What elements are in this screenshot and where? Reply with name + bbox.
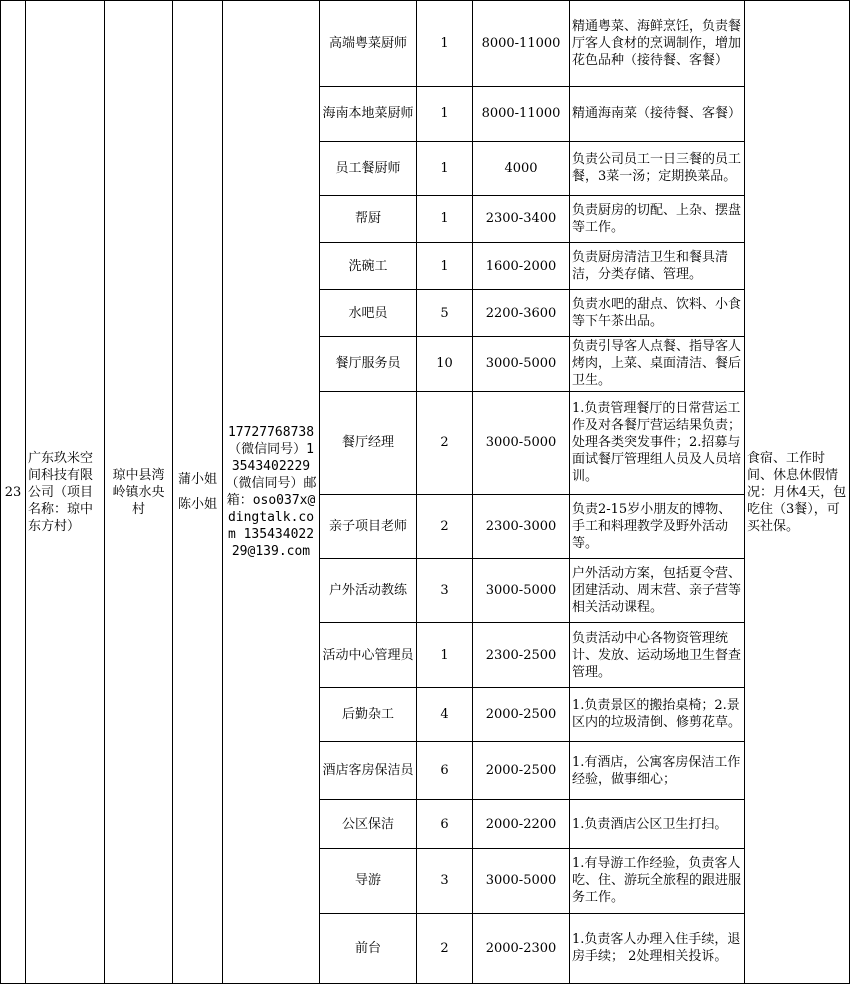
job-title-cell: 导游 [320, 849, 417, 913]
job-description-cell: 负责公司员工一日三餐的员工餐，3菜一汤；定期换菜品。 [570, 141, 745, 195]
job-title-cell: 活动中心管理员 [320, 623, 417, 687]
job-count-cell: 4 [417, 687, 473, 741]
job-description-cell: 户外活动方案，包括夏令营、团建活动、周末营、亲子营等相关活动课程。 [570, 559, 745, 623]
job-description-cell: 负责厨房的切配、上杂、摆盘等工作。 [570, 195, 745, 242]
job-title-cell: 前台 [320, 913, 417, 983]
job-title-cell: 帮厨 [320, 195, 417, 242]
job-count-cell: 10 [417, 337, 473, 391]
job-description-cell: 1.有导游工作经验，负责客人吃、住、游玩全旅程的跟进服务工作。 [570, 849, 745, 913]
job-title-cell: 公区保洁 [320, 800, 417, 849]
job-salary-cell: 8000-11000 [473, 1, 570, 87]
job-title-cell: 后勤杂工 [320, 687, 417, 741]
job-description-cell: 负责活动中心各物资管理统计、发放、运动场地卫生督查管理。 [570, 623, 745, 687]
job-salary-cell: 3000-5000 [473, 337, 570, 391]
job-count-cell: 6 [417, 741, 473, 799]
job-description-cell: 1.负责景区的搬抬桌椅；2.景区内的垃圾清倒、修剪花草。 [570, 687, 745, 741]
job-salary-cell: 2000-2500 [473, 687, 570, 741]
job-description-cell: 1.负责客人办理入住手续，退房手续； 2处理相关投诉。 [570, 913, 745, 983]
work-location-cell: 琼中县湾岭镇水央村 [105, 1, 173, 984]
job-count-cell: 2 [417, 391, 473, 494]
job-salary-cell: 3000-5000 [473, 559, 570, 623]
job-salary-cell: 1600-2000 [473, 242, 570, 289]
job-salary-cell: 2000-2200 [473, 800, 570, 849]
job-salary-cell: 4000 [473, 141, 570, 195]
job-title-cell: 亲子项目老师 [320, 494, 417, 558]
job-description-cell: 负责水吧的甜点、饮料、小食等下午茶出品。 [570, 290, 745, 337]
job-title-cell: 餐厅经理 [320, 391, 417, 494]
job-title-cell: 高端粤菜厨师 [320, 1, 417, 87]
job-salary-cell: 8000-11000 [473, 87, 570, 141]
job-description-cell: 负责2-15岁小朋友的博物、手工和料理教学及野外活动等。 [570, 494, 745, 558]
job-count-cell: 1 [417, 87, 473, 141]
job-count-cell: 1 [417, 242, 473, 289]
job-count-cell: 6 [417, 800, 473, 849]
job-count-cell: 1 [417, 1, 473, 87]
job-salary-cell: 2200-3600 [473, 290, 570, 337]
job-title-cell: 海南本地菜厨师 [320, 87, 417, 141]
job-salary-cell: 2000-2300 [473, 913, 570, 983]
job-title-cell: 水吧员 [320, 290, 417, 337]
job-salary-cell: 3000-5000 [473, 849, 570, 913]
job-count-cell: 1 [417, 141, 473, 195]
job-description-cell: 精通海南菜（接待餐、客餐） [570, 87, 745, 141]
job-title-cell: 洗碗工 [320, 242, 417, 289]
contact-info-cell: 17727768738（微信同号）13543402229（微信同号）邮箱：oso037x@dingtalk.com 13543402229@139.com [223, 1, 320, 984]
job-title-cell: 户外活动教练 [320, 559, 417, 623]
job-description-cell: 负责厨房清洁卫生和餐具清洁，分类存储、管理。 [570, 242, 745, 289]
job-description-cell: 精通粤菜、海鲜烹饪，负责餐厅客人食材的烹调制作，增加花色品种（接待餐、客餐） [570, 1, 745, 87]
job-count-cell: 2 [417, 913, 473, 983]
job-salary-cell: 2300-3000 [473, 494, 570, 558]
contact-person-cell [173, 1, 223, 984]
job-count-cell: 3 [417, 559, 473, 623]
job-description-cell: 负责引导客人点餐、指导客人烤肉，上菜、桌面清洁、餐后卫生。 [570, 337, 745, 391]
job-description-cell: 1.有酒店，公寓客房保洁工作经验，做事细心； [570, 741, 745, 799]
job-title-cell: 酒店客房保洁员 [320, 741, 417, 799]
job-count-cell: 3 [417, 849, 473, 913]
job-title-cell: 员工餐厨师 [320, 141, 417, 195]
job-salary-cell: 3000-5000 [473, 391, 570, 494]
job-description-cell: 1.负责酒店公区卫生打扫。 [570, 800, 745, 849]
contact-person: 陈小姐 [177, 497, 217, 512]
job-title-cell: 餐厅服务员 [320, 337, 417, 391]
contact-person: 蒲小姐 [177, 472, 217, 487]
benefits-cell: 食宿、工作时间、休息休假情况：月休4天，包吃住（3餐），可买社保。 [745, 1, 850, 984]
job-count-cell: 5 [417, 290, 473, 337]
job-salary-cell: 2300-2500 [473, 623, 570, 687]
company-name-cell: 广东玖米空间科技有限公司（项目名称：琼中东方村） [26, 1, 105, 984]
job-count-cell: 2 [417, 494, 473, 558]
job-count-cell: 1 [417, 195, 473, 242]
job-description-cell: 1.负责管理餐厅的日常营运工作及对各餐厅营运结果负责；处理各类突发事件；2.招募与面试餐厅管理组人员及人员培训。 [570, 391, 745, 494]
jobs-body [1, 1, 850, 984]
job-salary-cell: 2000-2500 [473, 741, 570, 799]
row-number-cell: 23 [1, 1, 26, 984]
job-count-cell: 1 [417, 623, 473, 687]
table-row [1, 1, 850, 87]
job-salary-cell: 2300-3400 [473, 195, 570, 242]
